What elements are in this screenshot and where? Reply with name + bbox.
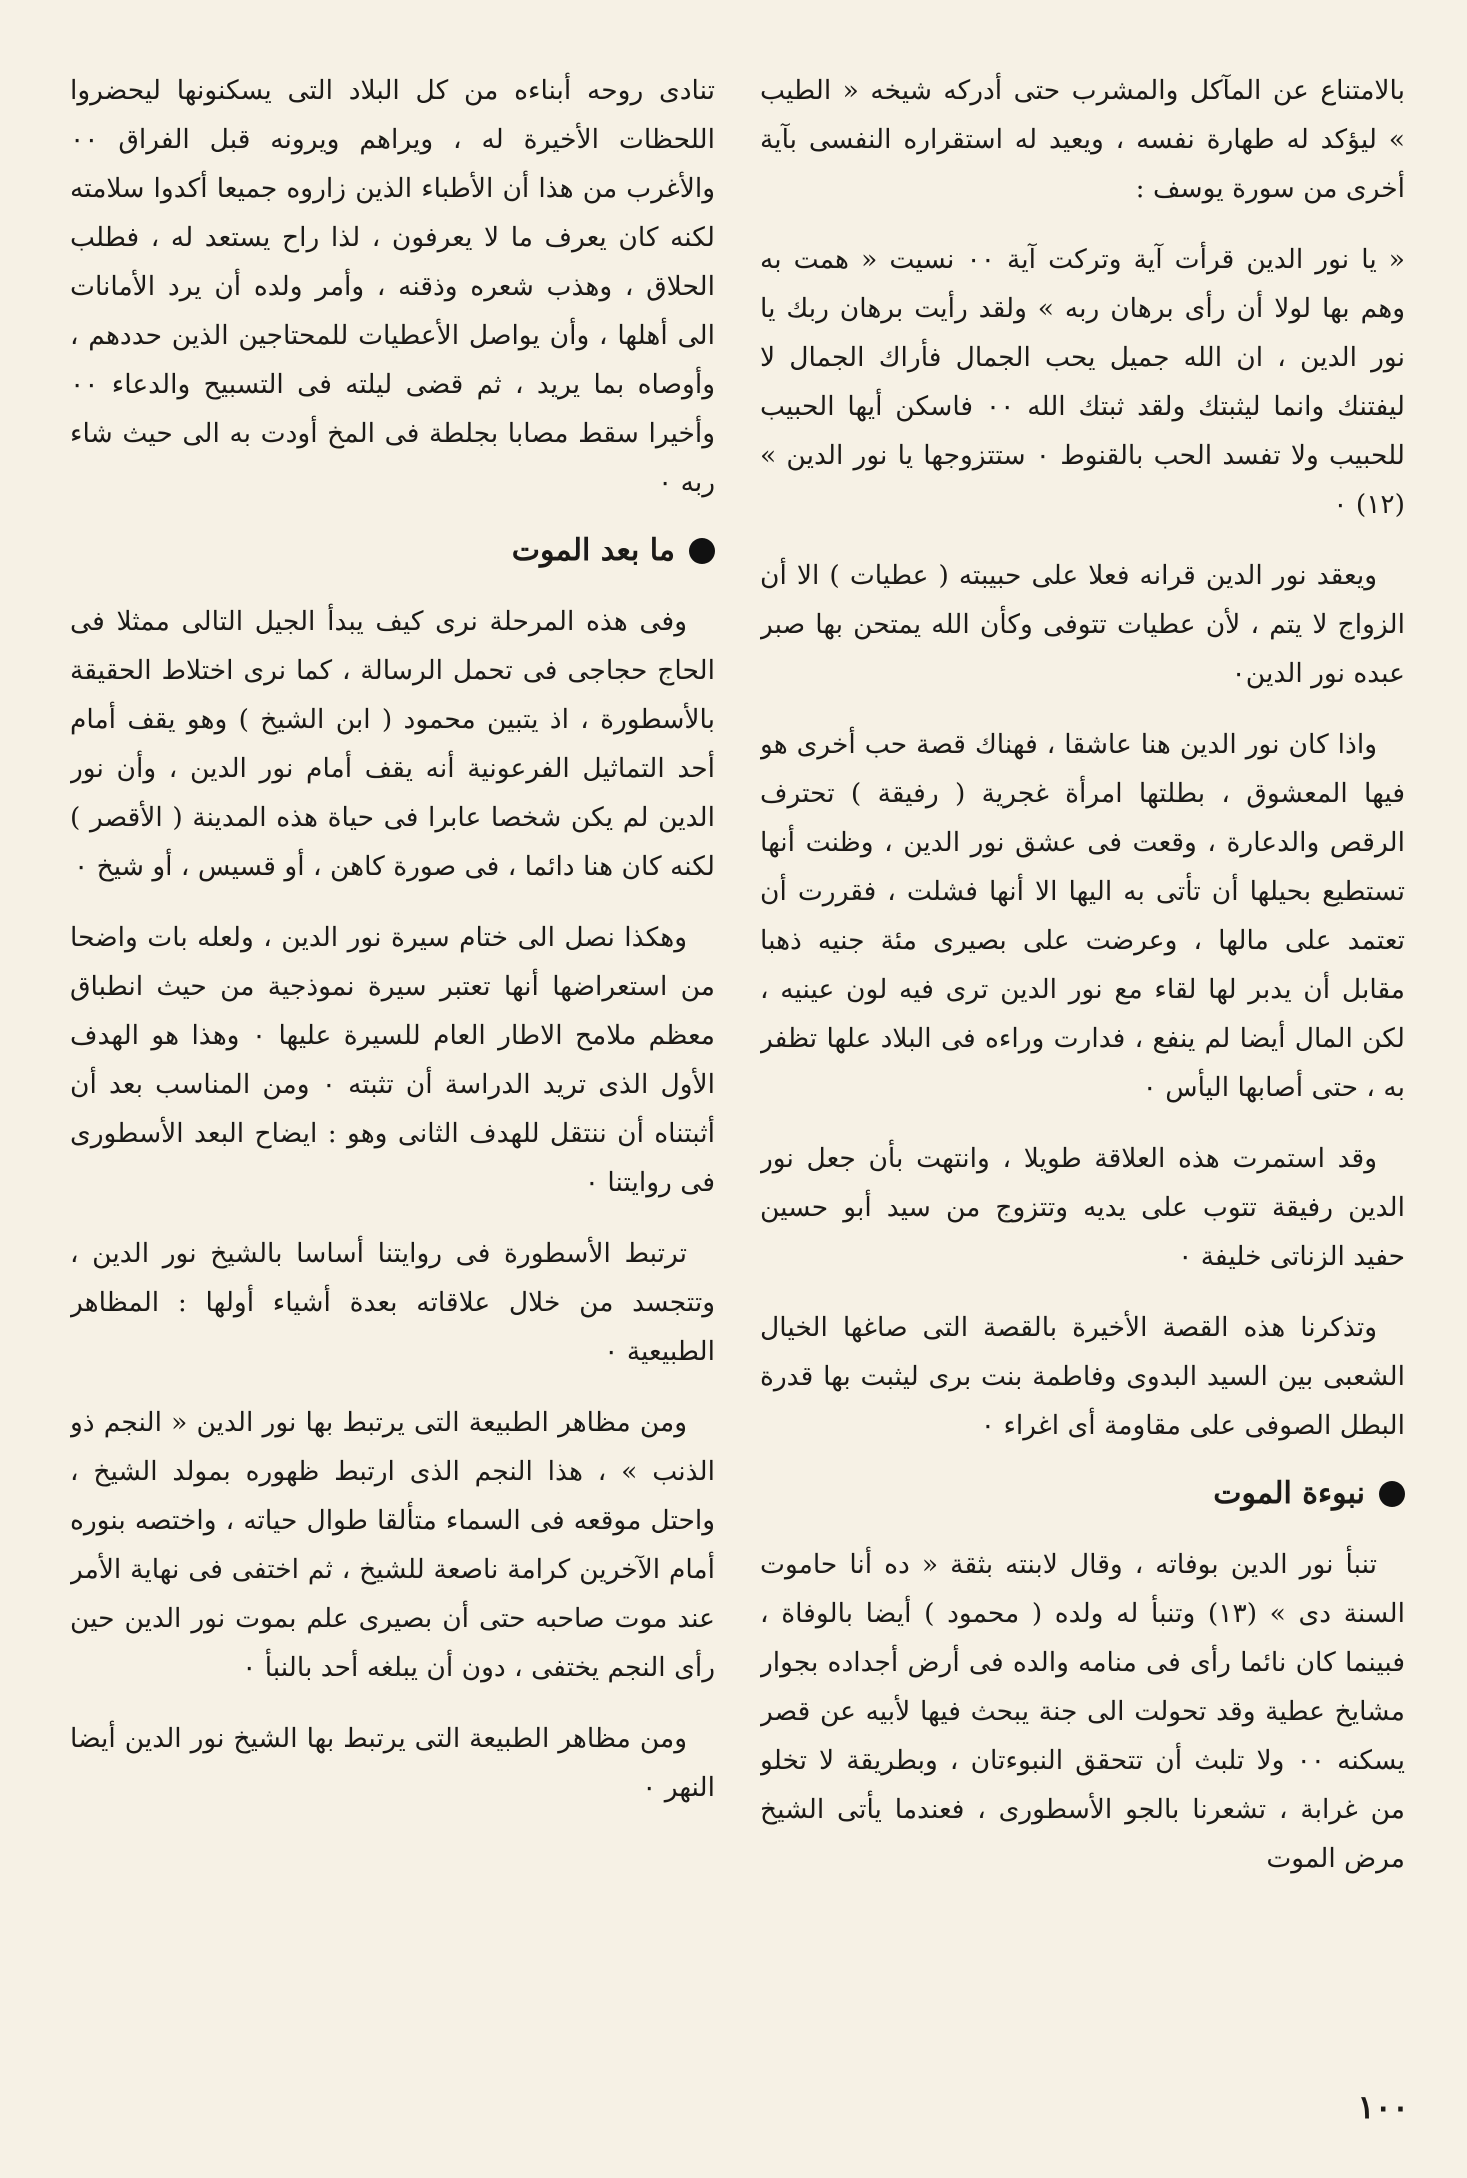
quote-paragraph: « يا نور الدين قرأت آية وتركت آية ٠٠ نسيت « همت به وهم بها لولا أن رأى برهان ربه » ولقد رأيت برهان ربك يا نور الدين ، ان الله جميل يحب الجمال فأراك الجمال لا ليفتنك وانما ليثبتك ولقد ثبتك الله ٠٠ فاسكن أيها الحبيب للحبيب ولا تفسد الحب بالقنوط ٠ ستتزوجها يا نور الدين » (١٢) ٠ [760, 244, 1405, 520]
paragraph: وتذكرنا هذه القصة الأخيرة بالقصة التى صاغها الخيال الشعبى بين السيد البدوى وفاطمة بنت برى ليثبت بها قدرة البطل الصوفى على مقاومة أى اغراء ٠ [760, 1312, 1405, 1441]
paragraph: ومن مظاهر الطبيعة التى يرتبط بها نور الدين « النجم ذو الذنب » ، هذا النجم الذى ارتبط ظهوره بمولد الشيخ ، واحتل موقعه فى السماء متألقا طوال حياته ، واختصه بنوره أمام الآخرين كرامة ناصعة للشيخ ، ثم اختفى فى نهاية الأمر عند موت صاحبه حتى أن بصيرى علم بموت نور الدين حين رأى النجم يختفى ، دون أن يبلغه أحد بالنبأ ٠ [70, 1407, 715, 1683]
paragraph: وفى هذه المرحلة نرى كيف يبدأ الجيل التالى ممثلا فى الحاج حجاجى فى تحمل الرسالة ، كما نرى اختلاط الحقيقة بالأسطورة ، اذ يتبين محمود ( ابن الشيخ ) وهو يقف أمام أحد التماثيل الفرعونية أنه يقف أمام نور الدين ، وأن نور الدين لم يكن شخصا عابرا فى حياة هذه المدينة ( الأقصر ) لكنه كان هنا دائما ، فى صورة كاهن ، أو قسيس ، أو شيخ ٠ [70, 606, 715, 882]
paragraph: وقد استمرت هذه العلاقة طويلا ، وانتهت بأن جعل نور الدين رفيقة تتوب على يديه وتتزوج من سيد أبو حسين حفيد الزناتى خليفة ٠ [760, 1143, 1405, 1272]
paragraph: بالامتناع عن المآكل والمشرب حتى أدركه شيخه « الطيب » ليؤكد له طهارة نفسه ، ويعيد له استقراره النفسى بآية أخرى من سورة يوسف : [760, 75, 1405, 204]
paragraph: تنبأ نور الدين بوفاته ، وقال لابنته بثقة « ده أنا حاموت السنة دى » (١٣) وتنبأ له ولده ( محمود ) أيضا بالوفاة ، فبينما كان نائما رأى فى منامه والده فى أرض أجداده بجوار مشايخ عطية وقد تحولت الى جنة يبحث فيها لأبيه عن قصر يسكنه ٠٠ ولا تلبث أن تتحقق النبوءتان ، وبطريقة لا تخلو من غرابة ، تشعرنا بالجو الأسطورى ، فعندما يأتى الشيخ مرض الموت [760, 1549, 1405, 1874]
section-heading-after-death [70, 529, 715, 573]
section-heading-prophecy [760, 1472, 1405, 1516]
paragraph: واذا كان نور الدين هنا عاشقا ، فهناك قصة حب أخرى هو فيها المعشوق ، بطلتها امرأة غجرية ( رفيقة ) تحترف الرقص والدعارة ، وقعت فى عشق نور الدين ، وظنت أنها تستطيع بحيلها أن تأتى به اليها الا أنها فشلت ، فقررت أن تعتمد على مالها ، وعرضت على بصيرى مئة جنيه ذهبا مقابل أن يدبر لها لقاء مع نور الدين ترى فيه لون عينيه ، لكن المال أيضا لم ينفع ، فدارت وراءه فى البلاد علها تظفر به ، حتى أصابها اليأس ٠ [760, 729, 1405, 1103]
section-heading-text: نبوءة الموت [1213, 1476, 1365, 1511]
paragraph: ومن مظاهر الطبيعة التى يرتبط بها الشيخ نور الدين أيضا النهر ٠ [70, 1723, 715, 1803]
paragraph: ترتبط الأسطورة فى روايتنا أساسا بالشيخ نور الدين ، وتتجسد من خلال علاقاته بعدة أشياء أولها : المظاهر الطبيعية ٠ [70, 1238, 715, 1367]
right-column [760, 66, 1405, 2096]
paragraph: تنادى روحه أبناءه من كل البلاد التى يسكنونها ليحضروا اللحظات الأخيرة له ، ويراهم ويرونه قبل الفراق ٠٠ والأغرب من هذا أن الأطباء الذين زاروه جميعا أكدوا سلامته لكنه كان يعرف ما لا يعرفون ، لذا راح يستعد له ، فطلب الحلاق ، وهذب شعره وذقنه ، وأمر ولده أن يرد الأمانات الى أهلها ، وأن يواصل الأعطيات للمحتاجين الذين حددهم ، وأوصاه بما يريد ، ثم قضى ليلته فى التسبيح والدعاء ٠٠ وأخيرا سقط مصابا بجلطة فى المخ أودت به الى حيث شاء ربه ٠ [70, 75, 715, 498]
page-number: ١٠٠ [1357, 2088, 1409, 2126]
left-column [70, 66, 715, 2106]
paragraph: وهكذا نصل الى ختام سيرة نور الدين ، ولعله بات واضحا من استعراضها أنها تعتبر سيرة نموذجية من حيث انطباق معظم ملامح الاطار العام للسيرة عليها ٠ وهذا هو الهدف الأول الذى تريد الدراسة أن تثبته ٠ ومن المناسب بعد أن أثبتناه أن ننتقل للهدف الثانى وهو : ايضاح البعد الأسطورى فى روايتنا ٠ [70, 922, 715, 1198]
bullet-icon [1379, 1481, 1405, 1507]
paragraph: ويعقد نور الدين قرانه فعلا على حبيبته ( عطيات ) الا أن الزواج لا يتم ، لأن عطيات تتوفى وكأن الله يمتحن بها صبر عبده نور الدين٠ [760, 560, 1405, 689]
bullet-icon [689, 538, 715, 564]
section-heading-text: ما بعد الموت [511, 533, 675, 568]
